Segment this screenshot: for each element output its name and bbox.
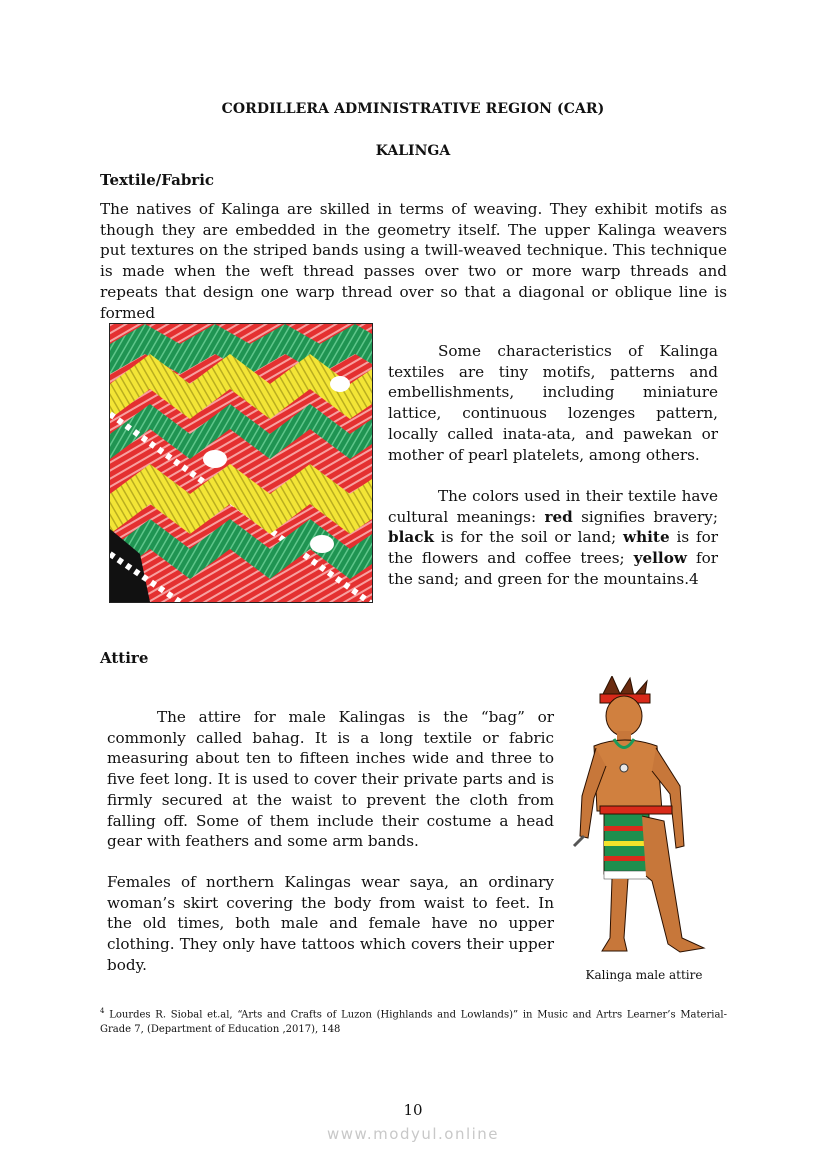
page-number: 10	[403, 1101, 423, 1119]
color-white-meaning: is for the flowers and coffee trees;	[388, 528, 718, 568]
color-black: black	[388, 528, 435, 547]
color-white: white	[623, 528, 670, 547]
region-title: CORDILLERA ADMINISTRATIVE REGION (CAR)	[221, 101, 605, 117]
color-black-meaning: is for the soil or land;	[434, 528, 624, 547]
province-title: KALINGA	[375, 143, 451, 159]
textile-heading: Textile/Fabric	[100, 171, 215, 189]
textile-characteristics: Some characteristics of Kalinga textiles are tiny motifs, patterns and embellishments, including miniature lattice, continuous lozenges pattern, locally called inata-ata, and pawekan or mother of pearl platelets, among others.	[388, 342, 718, 464]
illustration-caption: Kalinga male attire	[585, 968, 703, 982]
textile-intro: The natives of Kalinga are skilled in terms of weaving. They exhibit motifs as though they are embedded in the geometry itself. The upper Kalinga weavers put textures on the striped bands using a twill-weaved technique. This technique is made when the weft thread passes over two or more warp threads and repeats that design one warp thread over so that a diagonal or oblique line is formed	[100, 200, 727, 322]
footnote-marker: 4	[100, 1007, 105, 1015]
footnote	[100, 1004, 727, 1037]
colors-lead: The colors used in their textile have cultural meanings:	[388, 487, 718, 526]
color-yellow-meaning: for the sand; and green for the mountains.4	[388, 549, 718, 588]
color-red: red	[544, 507, 573, 526]
attire-male-paragraph: The attire for male Kalingas is the “bag” or commonly called bahag. It is a long textile or fabric measuring about ten to fifteen inches wide and three to five feet long. It is used to cover their private parts and is firmly secured at the waist to prevent the cloth from falling off. Some of them include their costume a head gear with feathers and some arm bands.	[107, 708, 554, 851]
color-red-meaning: signifies bravery;	[572, 507, 718, 526]
footnote-text: Lourdes R. Siobal et.al, “Arts and Crafts of Luzon (Highlands and Lowlands)” in Music and Artrs Learner’s Material-Grade 7, (Department of Education ,2017), 148	[100, 1009, 727, 1036]
kalinga-male-attire-illustration	[572, 676, 717, 961]
watermark: www.modyul.online	[326, 1125, 500, 1143]
attire-heading: Attire	[100, 649, 149, 667]
textile-colors-paragraph	[388, 486, 718, 590]
color-yellow: yellow	[633, 549, 687, 568]
kalinga-textile-image	[109, 323, 373, 603]
attire-female-paragraph: Females of northern Kalingas wear saya, an ordinary woman’s skirt covering the body from waist to feet. In the old times, both male and female have no upper clothing. They only have tattoos which covers their upper body.	[107, 873, 554, 974]
